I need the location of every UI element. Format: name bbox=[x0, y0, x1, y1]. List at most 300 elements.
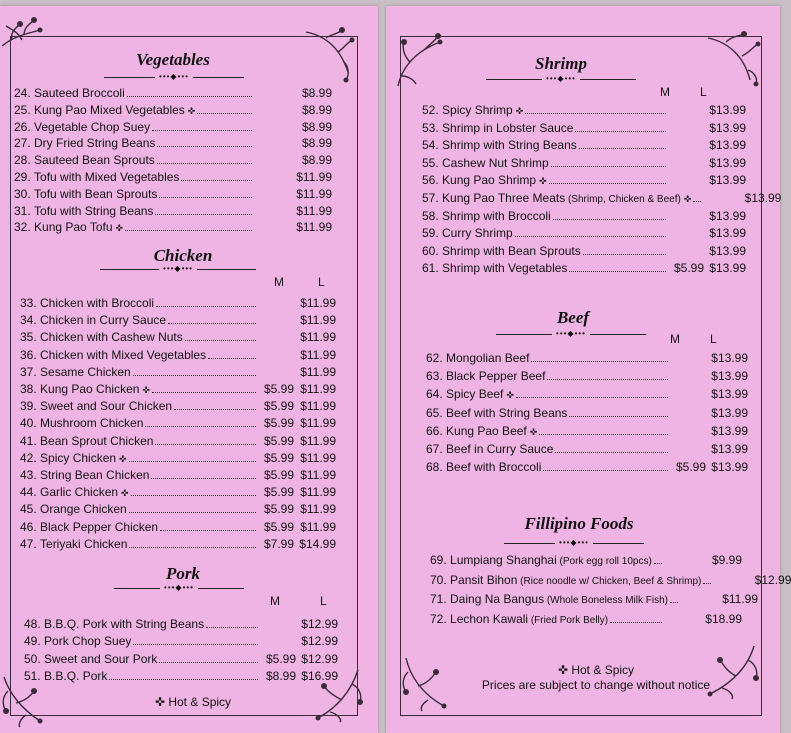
item-description: (Shrimp, Chicken & Beef) bbox=[565, 194, 681, 205]
item-description: (Whole Boneless Milk Fish) bbox=[544, 595, 668, 607]
item-number: 56. bbox=[422, 173, 443, 188]
dot-leader bbox=[133, 375, 256, 376]
dot-leader bbox=[152, 392, 256, 393]
item-name-text: Kung Pao Tofu bbox=[34, 220, 113, 235]
item-name bbox=[34, 119, 150, 135]
item-name-text: Mushroom Chicken bbox=[40, 416, 144, 431]
dot-leader bbox=[525, 113, 666, 114]
item-name bbox=[34, 102, 185, 118]
medium-size-header: M bbox=[274, 275, 284, 289]
item-name bbox=[40, 536, 127, 552]
dot-leader bbox=[515, 236, 666, 237]
menu-item bbox=[20, 364, 336, 380]
dot-leader bbox=[185, 340, 256, 341]
large-price: $11.99 bbox=[300, 330, 336, 345]
large-price: $8.99 bbox=[301, 119, 332, 134]
hot-spicy-label: Hot & Spicy bbox=[571, 663, 635, 677]
menu-item bbox=[20, 415, 336, 431]
item-number: 44. bbox=[20, 485, 41, 500]
hot-spicy-legend bbox=[118, 695, 268, 709]
dot-leader bbox=[157, 146, 252, 147]
large-price: $13.99 bbox=[711, 387, 748, 402]
item-name-text: Chicken in Curry Sauce bbox=[40, 313, 167, 328]
dot-leader bbox=[553, 219, 666, 220]
section-divider: •••◆••• bbox=[504, 538, 644, 548]
floral-corner-ornament bbox=[390, 32, 448, 90]
section-divider: •••◆••• bbox=[100, 264, 256, 274]
item-name bbox=[40, 364, 131, 380]
dot-leader bbox=[155, 444, 256, 445]
menu-item bbox=[430, 552, 742, 568]
menu-item bbox=[422, 260, 746, 276]
medium-price: $7.99 bbox=[263, 536, 294, 551]
item-name bbox=[40, 415, 143, 431]
item-name bbox=[446, 386, 503, 402]
item-name bbox=[40, 501, 127, 517]
medium-price: $5.99 bbox=[263, 399, 294, 414]
dot-leader bbox=[152, 130, 252, 131]
large-price: $13.99 bbox=[711, 442, 748, 456]
large-price: $11.99 bbox=[300, 485, 336, 500]
large-price: $11.99 bbox=[296, 186, 332, 201]
large-price: $13.99 bbox=[709, 173, 746, 188]
large-price: $11.99 bbox=[722, 592, 758, 607]
item-name-text: Spicy Beef bbox=[446, 387, 504, 402]
item-name-text: Pork Chop Suey bbox=[44, 634, 132, 649]
item-name-text: Spicy Shrimp bbox=[442, 103, 513, 117]
dot-leader bbox=[547, 379, 668, 380]
item-name bbox=[446, 423, 527, 439]
item-name-text: Shrimp in Lobster Sauce bbox=[442, 120, 574, 135]
medium-price: $5.99 bbox=[673, 261, 704, 276]
item-name bbox=[44, 668, 107, 684]
item-name-text: Cashew Nut Shrimp bbox=[442, 155, 549, 170]
menu-item bbox=[14, 85, 332, 101]
menu-item bbox=[422, 225, 746, 241]
large-price: $11.99 bbox=[296, 170, 332, 184]
item-name bbox=[40, 467, 149, 483]
large-price: $11.99 bbox=[300, 399, 336, 414]
item-name bbox=[40, 484, 118, 500]
menu-item bbox=[14, 119, 332, 135]
menu-item bbox=[422, 137, 746, 153]
dot-leader bbox=[569, 271, 666, 272]
item-name-text: Beef in Curry Sauce bbox=[446, 442, 554, 456]
item-name bbox=[40, 312, 166, 328]
large-price: $13.99 bbox=[709, 208, 746, 223]
menu-item bbox=[14, 102, 332, 118]
large-price: $11.99 bbox=[300, 450, 336, 465]
dot-leader bbox=[129, 461, 256, 462]
dot-leader bbox=[543, 470, 668, 471]
menu-item bbox=[422, 172, 746, 188]
menu-item bbox=[430, 591, 758, 607]
item-number: 39. bbox=[20, 399, 41, 414]
item-name-text: Shrimp with Broccoli bbox=[442, 208, 551, 223]
item-number: 30. bbox=[14, 186, 35, 201]
item-name-text: Garlic Chicken bbox=[40, 485, 119, 500]
chili-pepper-icon: ✜ bbox=[529, 426, 538, 437]
section-title-vegetables: Vegetables bbox=[136, 50, 210, 69]
menu-item bbox=[426, 350, 748, 366]
dot-leader bbox=[151, 478, 256, 479]
large-price: $13.99 bbox=[744, 191, 782, 205]
floral-corner-ornament bbox=[0, 14, 58, 72]
dot-leader bbox=[539, 434, 668, 435]
item-description: (Fried Pork Belly) bbox=[528, 614, 609, 626]
large-price: $11.99 bbox=[300, 347, 336, 362]
item-name-text: Teriyaki Chicken bbox=[40, 536, 128, 551]
chili-pepper-icon: ✜ bbox=[539, 176, 547, 187]
chili-pepper-icon: ✜ bbox=[121, 488, 129, 499]
large-price: $13.99 bbox=[709, 261, 746, 276]
menu-item bbox=[426, 368, 748, 384]
dot-leader bbox=[670, 602, 678, 603]
item-name bbox=[34, 203, 153, 219]
menu-item bbox=[20, 484, 336, 500]
large-price: $13.99 bbox=[711, 460, 748, 475]
item-number: 31. bbox=[14, 203, 35, 218]
item-name-text: Sauteed Broccoli bbox=[34, 86, 125, 100]
medium-price: $5.99 bbox=[263, 382, 294, 396]
item-number: 70. bbox=[430, 572, 451, 587]
right-menu-page bbox=[386, 6, 791, 733]
item-number: 61. bbox=[422, 261, 443, 276]
large-price: $13.99 bbox=[709, 138, 746, 153]
medium-price: $5.99 bbox=[675, 460, 706, 475]
dot-leader bbox=[551, 166, 666, 167]
dot-leader bbox=[703, 583, 711, 584]
dot-leader bbox=[156, 306, 256, 307]
item-name bbox=[442, 260, 567, 276]
dot-leader bbox=[131, 495, 256, 496]
large-price: $12.99 bbox=[301, 617, 338, 631]
item-number: 53. bbox=[422, 120, 443, 135]
item-name-text: Sesame Chicken bbox=[40, 364, 131, 379]
chili-pepper-icon: ✜ bbox=[515, 106, 524, 116]
large-size-header: L bbox=[318, 275, 325, 289]
floral-corner-ornament bbox=[704, 30, 762, 88]
large-price: $11.99 bbox=[300, 502, 336, 517]
section-title-pork: Pork bbox=[166, 564, 200, 583]
item-number: 71. bbox=[430, 592, 451, 607]
item-number: 43. bbox=[20, 468, 41, 482]
floral-corner-ornament bbox=[400, 654, 458, 712]
menu-item bbox=[430, 611, 742, 627]
item-name bbox=[40, 519, 158, 535]
item-name-text: Pansit Bihon bbox=[450, 572, 518, 587]
item-name bbox=[44, 633, 131, 649]
large-price: $13.99 bbox=[709, 243, 746, 258]
menu-item bbox=[422, 102, 746, 118]
item-number: 45. bbox=[20, 502, 41, 517]
medium-price: $5.99 bbox=[263, 485, 294, 500]
item-number: 63. bbox=[426, 369, 447, 384]
dot-leader bbox=[654, 563, 662, 564]
menu-item bbox=[20, 433, 336, 449]
medium-price: $5.99 bbox=[263, 416, 294, 431]
item-number: 34. bbox=[20, 313, 41, 328]
dot-leader bbox=[516, 397, 668, 398]
dot-leader bbox=[569, 416, 668, 417]
large-price: $13.99 bbox=[709, 103, 746, 117]
dot-leader bbox=[549, 183, 666, 184]
item-name bbox=[450, 591, 668, 609]
item-name-text: Chicken with Broccoli bbox=[40, 296, 155, 310]
item-name bbox=[446, 441, 553, 457]
item-name bbox=[446, 350, 529, 366]
item-number: 40. bbox=[20, 416, 41, 431]
item-name-text: Lechon Kawali bbox=[450, 611, 529, 626]
item-name bbox=[34, 186, 157, 202]
item-name bbox=[442, 102, 513, 118]
item-name bbox=[40, 433, 153, 449]
price-change-notice: Prices are subject to change without notice bbox=[481, 678, 711, 692]
menu-item bbox=[20, 519, 336, 535]
item-name-text: Shrimp with Vegetables bbox=[442, 261, 568, 276]
item-name bbox=[40, 295, 154, 311]
item-name-text: Kung Pao Three Meats bbox=[442, 191, 566, 205]
item-name bbox=[442, 155, 549, 171]
dot-leader bbox=[531, 361, 668, 362]
menu-item bbox=[14, 152, 332, 168]
large-price: $11.99 bbox=[300, 296, 336, 310]
hot-spicy-legend bbox=[496, 663, 696, 677]
item-name-text: Tofu with Mixed Vegetables bbox=[34, 170, 180, 184]
item-name-text: Vegetable Chop Suey bbox=[34, 119, 151, 134]
menu-item bbox=[24, 668, 338, 684]
menu-item bbox=[20, 536, 336, 552]
menu-item bbox=[430, 572, 791, 588]
menu-item bbox=[14, 219, 332, 235]
item-number: 28. bbox=[14, 153, 35, 168]
dot-leader bbox=[109, 679, 258, 680]
item-name-text: Kung Pao Shrimp bbox=[442, 173, 537, 188]
item-number: 35. bbox=[20, 330, 41, 345]
section-divider: •••◆••• bbox=[104, 72, 244, 82]
section-divider: •••◆••• bbox=[496, 329, 646, 339]
item-name bbox=[446, 459, 541, 475]
item-number: 46. bbox=[20, 519, 41, 534]
item-name bbox=[40, 381, 139, 397]
item-number: 62. bbox=[426, 351, 447, 365]
menu-item bbox=[20, 295, 336, 311]
chili-pepper-icon: ✜ bbox=[187, 105, 196, 116]
menu-item bbox=[20, 347, 336, 363]
item-number: 64. bbox=[426, 387, 447, 402]
dot-leader bbox=[693, 201, 701, 202]
dot-leader bbox=[555, 452, 668, 453]
item-number: 50. bbox=[24, 651, 45, 666]
item-name-text: Beef with Broccoli bbox=[446, 460, 542, 475]
item-name bbox=[442, 172, 536, 188]
medium-price: $5.99 bbox=[263, 433, 294, 448]
section-title-beef: Beef bbox=[556, 308, 590, 327]
menu-item bbox=[422, 190, 782, 206]
large-price: $12.99 bbox=[754, 572, 791, 587]
item-name bbox=[44, 616, 204, 632]
medium-size-header: M bbox=[660, 85, 670, 99]
medium-price: $5.99 bbox=[263, 502, 294, 517]
item-name-text: Kung Pao Beef bbox=[446, 423, 527, 438]
item-name bbox=[450, 611, 608, 629]
menu-item bbox=[20, 467, 336, 483]
chili-pepper-icon: ✜ bbox=[115, 223, 124, 234]
item-name-text: B.B.Q. Pork with String Beans bbox=[44, 617, 205, 631]
item-name-text: Chicken with Mixed Vegetables bbox=[40, 347, 207, 362]
dot-leader bbox=[174, 409, 256, 410]
item-description: (Rice noodle w/ Chicken, Beef & Shrimp) bbox=[517, 575, 702, 587]
large-size-header: L bbox=[700, 85, 707, 99]
menu-item bbox=[422, 155, 746, 171]
item-number: 27. bbox=[14, 136, 35, 151]
hot-spicy-label: Hot & Spicy bbox=[168, 695, 232, 709]
menu-item bbox=[422, 208, 746, 224]
item-number: 55. bbox=[422, 155, 443, 170]
menu-item bbox=[14, 169, 332, 185]
section-divider: •••◆••• bbox=[114, 583, 244, 593]
item-number: 48. bbox=[24, 617, 45, 631]
item-name bbox=[442, 208, 551, 224]
item-number: 47. bbox=[20, 536, 41, 551]
item-name bbox=[442, 190, 681, 208]
dot-leader bbox=[168, 323, 256, 324]
item-name-text: Tofu with String Beans bbox=[34, 203, 154, 218]
item-name-text: Mongolian Beef bbox=[446, 351, 530, 365]
menu-item bbox=[422, 120, 746, 136]
item-name-text: Sweet and Sour Chicken bbox=[40, 399, 173, 414]
chili-pepper-icon: ✜ bbox=[557, 663, 568, 677]
dot-leader bbox=[157, 163, 252, 164]
item-description: (Pork egg roll 10pcs) bbox=[556, 556, 652, 567]
item-number: 51. bbox=[24, 669, 45, 684]
menu-item bbox=[20, 381, 336, 397]
item-number: 37. bbox=[20, 364, 41, 379]
large-price: $13.99 bbox=[711, 369, 748, 384]
medium-price: $5.99 bbox=[263, 468, 294, 482]
medium-size-header: M bbox=[670, 332, 680, 346]
item-name-text: Spicy Chicken bbox=[40, 450, 117, 465]
item-name bbox=[446, 368, 545, 384]
large-price: $11.99 bbox=[300, 313, 336, 328]
large-price: $11.99 bbox=[300, 364, 336, 379]
item-name-text: Kung Pao Chicken bbox=[40, 382, 140, 396]
section-divider: •••◆••• bbox=[486, 74, 636, 84]
large-price: $13.99 bbox=[709, 155, 746, 170]
chili-pepper-icon: ✜ bbox=[119, 453, 127, 464]
large-price: $9.99 bbox=[711, 553, 742, 567]
medium-price: $5.99 bbox=[265, 651, 296, 666]
chili-pepper-icon: ✜ bbox=[142, 385, 150, 395]
menu-item bbox=[20, 329, 336, 345]
large-price: $11.99 bbox=[296, 203, 332, 218]
medium-price: $5.99 bbox=[263, 519, 294, 534]
large-price: $8.99 bbox=[301, 102, 332, 117]
chili-pepper-icon: ✜ bbox=[154, 695, 165, 709]
item-name bbox=[40, 450, 116, 466]
large-price: $11.99 bbox=[300, 468, 336, 482]
dot-leader bbox=[197, 113, 252, 114]
medium-size-header: M bbox=[270, 594, 280, 608]
dot-leader bbox=[125, 230, 252, 231]
large-price: $8.99 bbox=[301, 153, 332, 168]
item-name bbox=[34, 169, 179, 185]
item-name-text: Shrimp with String Beans bbox=[442, 138, 577, 153]
large-price: $11.99 bbox=[300, 519, 336, 534]
item-number: 72. bbox=[430, 611, 451, 626]
menu-item bbox=[24, 651, 338, 667]
item-name bbox=[34, 85, 125, 101]
menu-item bbox=[24, 633, 338, 649]
large-price: $11.99 bbox=[296, 220, 332, 235]
item-number: 42. bbox=[20, 450, 41, 465]
item-name-text: Daing Na Bangus bbox=[450, 592, 545, 607]
dot-leader bbox=[127, 96, 252, 97]
item-name-text: Curry Shrimp bbox=[442, 226, 513, 241]
dot-leader bbox=[159, 662, 258, 663]
medium-price: $5.99 bbox=[263, 450, 294, 465]
menu-item bbox=[426, 459, 748, 475]
large-price: $18.99 bbox=[705, 611, 742, 626]
item-number: 24. bbox=[14, 86, 35, 100]
left-menu-page bbox=[0, 6, 378, 733]
item-number: 41. bbox=[20, 433, 41, 448]
item-name bbox=[442, 137, 577, 153]
dot-leader bbox=[155, 214, 252, 215]
item-name bbox=[450, 572, 701, 590]
item-name-text: Lumpiang Shanghai bbox=[450, 553, 557, 567]
dot-leader bbox=[133, 644, 258, 645]
large-price: $12.99 bbox=[301, 634, 338, 649]
large-price: $13.99 bbox=[709, 226, 746, 241]
item-name bbox=[450, 552, 652, 570]
item-number: 54. bbox=[422, 138, 443, 153]
item-name-text: Orange Chicken bbox=[40, 502, 127, 517]
item-name-text: Bean Sprout Chicken bbox=[40, 433, 154, 448]
section-title-chicken: Chicken bbox=[153, 246, 213, 265]
dot-leader bbox=[160, 530, 256, 531]
menu-item bbox=[426, 423, 748, 439]
item-name-text: Tofu with Bean Sprouts bbox=[34, 186, 158, 201]
item-number: 68. bbox=[426, 460, 447, 475]
item-name bbox=[442, 225, 513, 241]
item-number: 66. bbox=[426, 423, 447, 438]
item-name-text: Black Pepper Beef bbox=[446, 369, 546, 384]
item-name-text: Dry Fried String Beans bbox=[34, 136, 156, 151]
large-price: $11.99 bbox=[300, 382, 336, 396]
large-price: $16.99 bbox=[301, 669, 338, 684]
dot-leader bbox=[575, 131, 666, 132]
item-number: 32. bbox=[14, 220, 35, 235]
item-number: 26. bbox=[14, 119, 35, 134]
dot-leader bbox=[610, 622, 662, 623]
large-price: $13.99 bbox=[711, 351, 748, 365]
item-name-text: Chicken with Cashew Nuts bbox=[40, 330, 183, 345]
menu-item bbox=[426, 405, 748, 421]
medium-price: $8.99 bbox=[265, 669, 296, 684]
large-price: $13.99 bbox=[711, 405, 748, 420]
large-price: $8.99 bbox=[301, 136, 332, 151]
section-title-shrimp: Shrimp bbox=[535, 54, 587, 73]
item-name-text: B.B.Q. Pork bbox=[44, 669, 108, 684]
dot-leader bbox=[583, 254, 666, 255]
item-number: 29. bbox=[14, 170, 35, 184]
item-number: 57. bbox=[422, 191, 443, 205]
menu-item bbox=[20, 501, 336, 517]
dot-leader bbox=[129, 547, 256, 548]
dot-leader bbox=[145, 426, 256, 427]
item-name-text: Sweet and Sour Pork bbox=[44, 651, 158, 666]
